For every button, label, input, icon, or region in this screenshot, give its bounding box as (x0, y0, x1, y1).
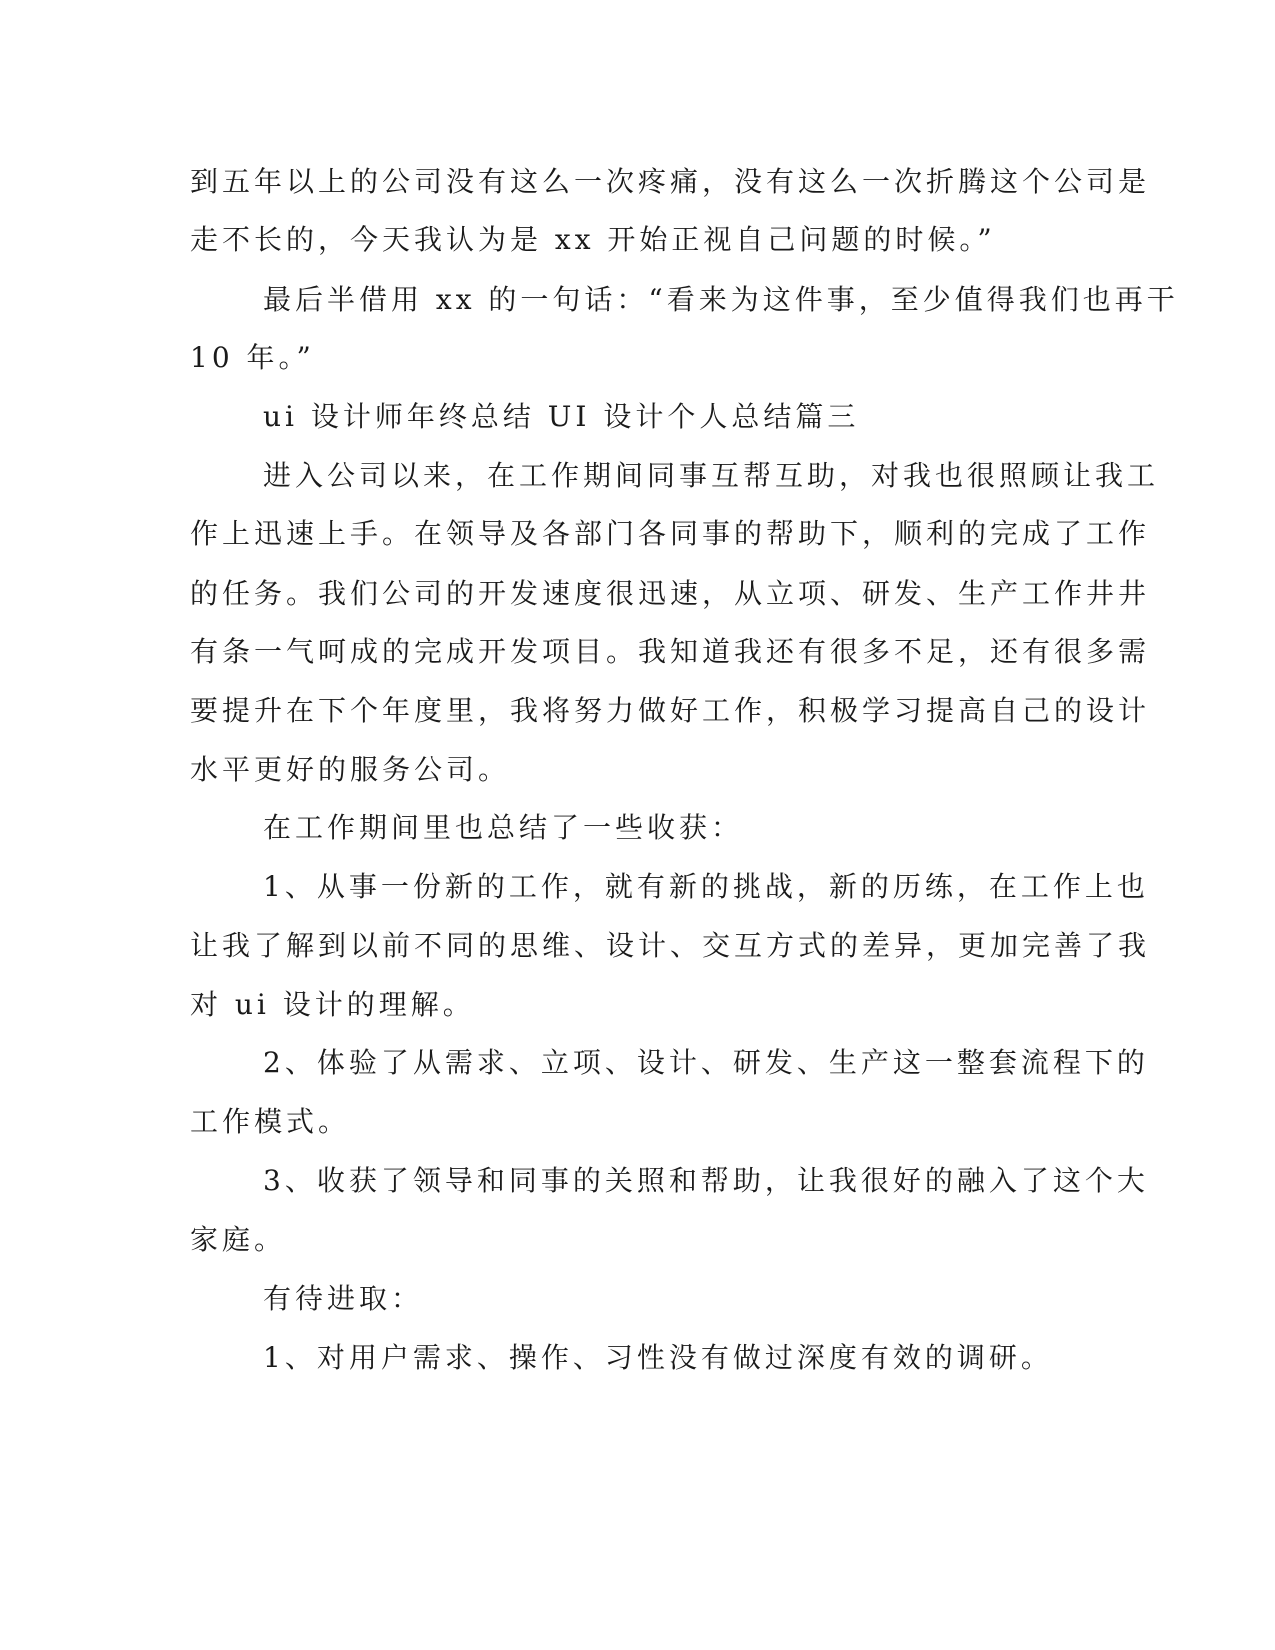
list-item-line: 工作模式。 (190, 1105, 351, 1138)
body-text-line: 走不长的，今天我认为是 xx 开始正视自己问题的时候。” (190, 223, 996, 256)
body-text-line: 到五年以上的公司没有这么一次疼痛，没有这么一次折腾这个公司是 (190, 165, 1151, 198)
list-item-line: 3、收获了领导和同事的关照和帮助，让我很好的融入了这个大 (263, 1164, 1149, 1197)
list-item-line: 2、体验了从需求、立项、设计、研发、生产这一整套流程下的 (263, 1046, 1149, 1079)
body-text-line: 要提升在下个年度里，我将努力做好工作，积极学习提高自己的设计 (190, 694, 1151, 727)
list-item-line: 1、从事一份新的工作，就有新的挑战，新的历练，在工作上也 (263, 870, 1149, 903)
body-text-line: 有条一气呵成的完成开发项目。我知道我还有很多不足，还有很多需 (190, 635, 1151, 668)
body-text-line: 作上迅速上手。在领导及各部门各同事的帮助下，顺利的完成了工作 (190, 517, 1151, 550)
body-text-line: 最后半借用 xx 的一句话：“看来为这件事，至少值得我们也再干 (263, 283, 1179, 316)
list-item-line: 家庭。 (190, 1223, 287, 1256)
body-text-line: 的任务。我们公司的开发速度很迅速，从立项、研发、生产工作井井 (190, 577, 1151, 610)
body-text-line: 进入公司以来，在工作期间同事互帮互助，对我也很照顾让我工 (263, 459, 1160, 492)
section-heading: ui 设计师年终总结 UI 设计个人总结篇三 (263, 400, 860, 433)
list-item-line: 对 ui 设计的理解。 (190, 988, 475, 1021)
list-item-line: 1、对用户需求、操作、习性没有做过深度有效的调研。 (263, 1341, 1053, 1374)
body-text-line: 水平更好的服务公司。 (190, 753, 511, 786)
list-item-line: 让我了解到以前不同的思维、设计、交互方式的差异，更加完善了我 (190, 929, 1151, 962)
body-text-line: 10 年。” (190, 341, 315, 374)
body-text-line: 有待进取： (263, 1282, 424, 1315)
body-text-line: 在工作期间里也总结了一些收获： (263, 811, 744, 844)
